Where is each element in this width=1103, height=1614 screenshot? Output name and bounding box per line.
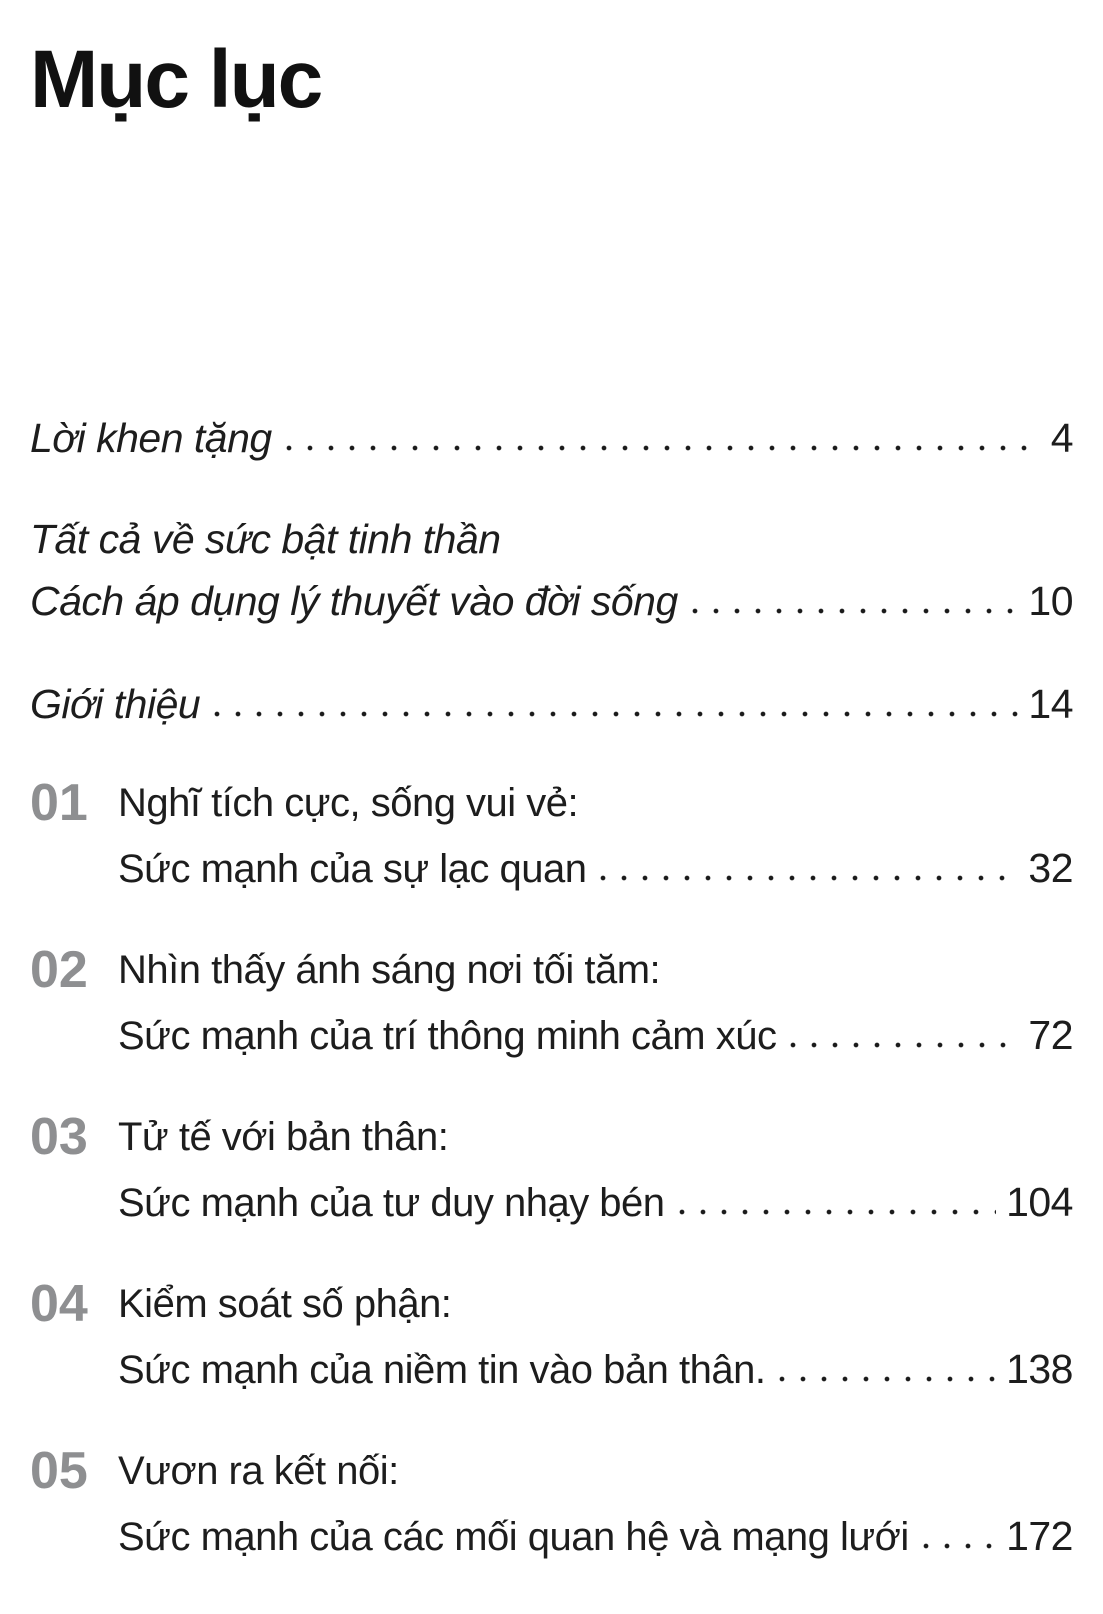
toc-entry-page-number: 14 [1028, 681, 1073, 728]
toc-entry-label: Cách áp dụng lý thuyết vào đời sống [30, 578, 678, 625]
chapter-subtitle-row [118, 1345, 1073, 1394]
toc-chapter-01 [30, 773, 1073, 893]
chapter-number: 01 [30, 773, 88, 832]
chapter-page-number: 72 [1028, 1011, 1073, 1058]
chapter-subtitle-row [118, 1011, 1073, 1060]
toc-entry-praise [30, 414, 1073, 463]
dot-leader [286, 441, 1041, 452]
chapter-body [118, 1280, 1073, 1394]
dot-leader [600, 871, 1018, 882]
toc-entry-label: Tất cả về sức bật tinh thần [30, 516, 501, 563]
chapter-subtitle-row [118, 1178, 1073, 1227]
chapters-section [30, 773, 1073, 1561]
dot-leader [214, 707, 1018, 718]
chapter-page-number: 138 [1006, 1345, 1073, 1392]
chapter-page-number: 32 [1028, 844, 1073, 891]
toc-entry-label: Lời khen tặng [30, 414, 272, 461]
chapter-number: 02 [30, 940, 88, 999]
chapter-subtitle: Sức mạnh của sự lạc quan [118, 846, 587, 891]
chapter-number: 05 [30, 1441, 88, 1500]
toc-chapter-04 [30, 1274, 1073, 1394]
chapter-body [118, 779, 1073, 893]
chapter-title: Nhìn thấy ánh sáng nơi tối tăm: [118, 947, 661, 992]
chapter-title: Tử tế với bản thân: [118, 1114, 449, 1159]
toc-entry-about-line2 [30, 577, 1073, 626]
chapter-body [118, 1113, 1073, 1227]
toc-entry-about-line1 [30, 515, 1073, 564]
chapter-title: Vươn ra kết nối: [118, 1448, 399, 1493]
toc-entry-label: Giới thiệu [30, 681, 201, 728]
toc-chapter-02 [30, 940, 1073, 1060]
chapter-subtitle: Sức mạnh của trí thông minh cảm xúc [118, 1013, 777, 1058]
chapter-body [118, 946, 1073, 1060]
toc-chapter-03 [30, 1107, 1073, 1227]
chapter-subtitle: Sức mạnh của niềm tin vào bản thân. [118, 1347, 766, 1392]
chapter-body [118, 1447, 1073, 1561]
toc-entry-page-number: 4 [1050, 414, 1073, 461]
page-title: Mục lục [30, 34, 322, 125]
dot-leader [779, 1372, 996, 1383]
chapter-title: Kiểm soát số phận: [118, 1281, 452, 1326]
chapter-subtitle-row [118, 1512, 1073, 1561]
dot-leader [692, 604, 1019, 615]
front-matter-section [30, 414, 1073, 730]
chapter-subtitle: Sức mạnh của tư duy nhạy bén [118, 1180, 665, 1225]
chapter-page-number: 104 [1006, 1178, 1073, 1225]
chapter-page-number: 172 [1006, 1512, 1073, 1559]
dot-leader [923, 1539, 996, 1550]
dot-leader [679, 1205, 997, 1216]
toc-chapter-05 [30, 1441, 1073, 1561]
dot-leader [790, 1038, 1018, 1049]
chapter-number: 03 [30, 1107, 88, 1166]
toc-entry-intro [30, 680, 1073, 729]
chapter-subtitle: Sức mạnh của các mối quan hệ và mạng lưới [118, 1514, 909, 1559]
chapter-title: Nghĩ tích cực, sống vui vẻ: [118, 780, 579, 825]
toc-entry-page-number: 10 [1028, 578, 1073, 625]
chapter-number: 04 [30, 1274, 88, 1333]
chapter-subtitle-row [118, 844, 1073, 893]
